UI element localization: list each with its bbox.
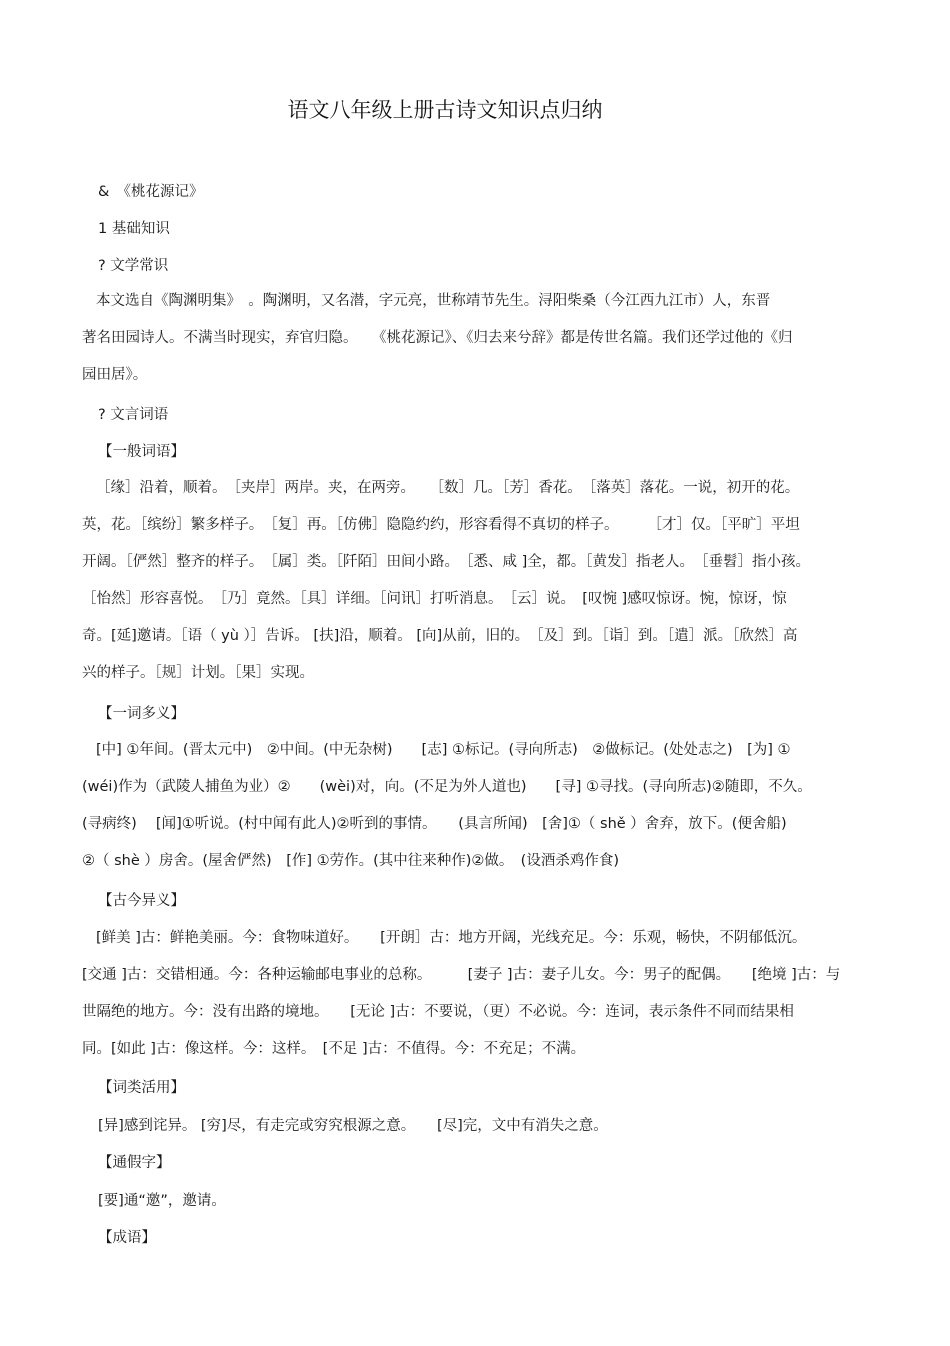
text-line: [交通 ]古：交错相通。今：各种运输邮电事业的总称。 [妻子 ]古：妻子儿女。今：男子的配偶。 [绝境 ]古：与	[82, 967, 841, 983]
text-line: [中] ①年间。(晋太元中) ②中间。(中无杂树) [志] ①标记。(寻向所志) ②做标记。(处处志之) [为] ①	[96, 742, 791, 758]
text-line: [鲜美 ]古：鲜艳美丽。今：食物味道好。 [开朗］古：地方开阔，光线充足。今：乐观，畅快，不阴郁低沉。	[96, 930, 807, 946]
heading-general-words: 【一般词语】	[98, 444, 185, 460]
text-line: ［缘］沿着，顺着。 ［夹岸］两岸。夹，在两旁。 ［数］几。［芳］香花。 ［落英］落花。一说，初开的花。	[96, 480, 800, 496]
text-line: 著名田园诗人。不满当时现实，弃官归隐。 《桃花源记》、《归去来兮辞》都是传世名篇。我们还学过他的《归	[82, 330, 793, 346]
heading-polysemy: 【一词多义】	[98, 706, 185, 722]
section-heading: & 《桃花源记》	[98, 184, 204, 200]
text-line: 英，花。［缤纷］繁多样子。 ［复］再。［仿佛］隐隐约约，形容看得不真切的样子。 ［才］仅。［平旷］平坦	[82, 517, 800, 533]
text-line: ②（ shè ）房舍。(屋舍俨然) [作] ①劳作。(其中往来种作)②做。 (设酒杀鸡作食)	[82, 853, 619, 869]
sub-heading-literature: ? 文学常识	[98, 258, 169, 274]
page-title: 语文八年级上册古诗文知识点归纳	[287, 98, 603, 122]
text-line: 同。[如此 ]古：像这样。今：这样。 [不足 ]古：不值得。今：不充足；不满。	[82, 1041, 586, 1057]
sub-heading-basics: 1 基础知识	[98, 221, 170, 237]
text-line: 本文选自《陶渊明集》 。陶渊明，又名潜，字元亮，世称靖节先生。浔阳柴桑（今江西九江市）人，东晋	[96, 293, 771, 309]
text-line: 兴的样子。［规］计划。［果］实现。	[82, 665, 314, 681]
general-words-paragraph	[82, 470, 872, 692]
word-class-shift-text: [异]感到诧异。 [穷]尽，有走完或穷究根源之意。 [尽]完，文中有消失之意。	[98, 1118, 608, 1134]
ancient-modern-paragraph	[82, 920, 872, 1068]
text-line: (wéi)作为（武陵人捕鱼为业）② (wèi)对，向。(不足为外人道也) [寻] ①寻找。(寻向所志)②随即，不久。	[82, 779, 812, 795]
polysemy-paragraph	[82, 732, 872, 880]
interchangeable-chars-text: [要]通“邀”，邀请。	[98, 1193, 226, 1209]
text-line: (寻病终) [闻]①听说。(村中闻有此人)②听到的事情。 (具言所闻) [舍]①（ shě ）舍弃，放下。(便舍船)	[82, 816, 787, 832]
heading-word-class-shift: 【词类活用】	[98, 1080, 185, 1096]
text-line: 奇。[延]邀请。［语（ yù ）］告诉。 [扶]沿，顺着。 [向]从前，旧的。 ［及］到。［诣］到。［遣］派。［欣然］高	[82, 628, 798, 644]
text-line: 园田居》。	[82, 367, 148, 383]
heading-interchangeable-chars: 【通假字】	[98, 1155, 171, 1171]
text-line: 开阔。［俨然］整齐的样子。 ［属］类。［阡陌］田间小路。 ［悉、咸 ]全，都。［黄发］指老人。 ［垂髫］指小孩。	[82, 554, 811, 570]
text-line: 世隔绝的地方。今：没有出路的境地。 [无论 ]古：不要说，（更）不必说。今：连词，表示条件不同而结果相	[82, 1004, 794, 1020]
heading-idioms: 【成语】	[98, 1230, 156, 1246]
text-line: ［怡然］形容喜悦。 ［乃］竟然。［具］详细。［问讯］打听消息。 ［云］说。 [叹惋 ]感叹惊讶。惋，惊讶，惊	[82, 591, 787, 607]
sub-heading-vocab: ? 文言词语	[98, 407, 169, 423]
heading-ancient-modern: 【古今异义】	[98, 893, 185, 909]
literature-paragraph	[82, 283, 872, 394]
